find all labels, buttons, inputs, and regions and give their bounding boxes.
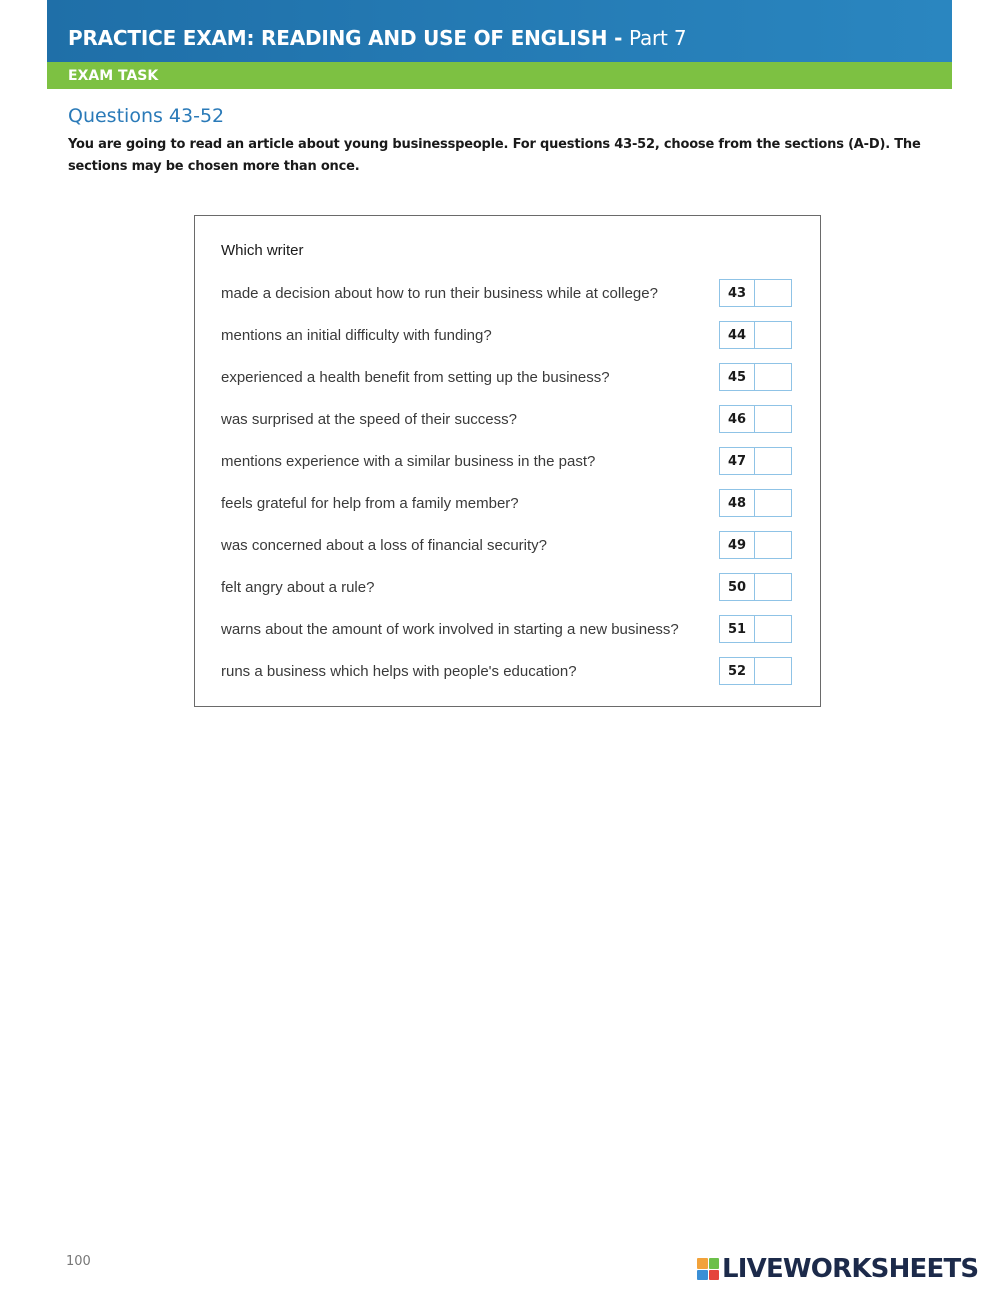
question-row xyxy=(221,531,793,561)
question-number: 46 xyxy=(719,405,755,433)
question-number: 44 xyxy=(719,321,755,349)
liveworksheets-logo[interactable] xyxy=(697,1254,978,1284)
answer-box[interactable] xyxy=(755,279,792,307)
question-number: 51 xyxy=(719,615,755,643)
question-text: feels grateful for help from a family member? xyxy=(221,495,519,512)
question-text: mentions an initial difficulty with funding? xyxy=(221,327,492,344)
question-text: mentions experience with a similar business in the past? xyxy=(221,453,596,470)
question-text: was concerned about a loss of financial security? xyxy=(221,537,548,554)
answer-box[interactable] xyxy=(755,363,792,391)
question-row xyxy=(221,363,793,393)
question-row xyxy=(221,279,793,309)
page-number: 100 xyxy=(66,1254,91,1269)
answer-box[interactable] xyxy=(755,447,792,475)
liveworksheets-logo-icon xyxy=(697,1258,719,1280)
question-row xyxy=(221,321,793,351)
question-row xyxy=(221,447,793,477)
question-number: 47 xyxy=(719,447,755,475)
question-text: experienced a health benefit from setting up the business? xyxy=(221,369,610,386)
question-text: made a decision about how to run their business while at college? xyxy=(221,285,658,302)
question-number: 43 xyxy=(719,279,755,307)
question-number: 49 xyxy=(719,531,755,559)
exam-title: PRACTICE EXAM: READING AND USE OF ENGLISH - Part 7 xyxy=(68,26,687,50)
question-text: runs a business which helps with people's education? xyxy=(221,663,577,680)
exam-task-label: EXAM TASK xyxy=(68,67,159,84)
question-row xyxy=(221,615,793,645)
answer-box[interactable] xyxy=(755,657,792,685)
question-row xyxy=(221,657,793,687)
which-writer-label: Which writer xyxy=(221,242,304,259)
question-number: 45 xyxy=(719,363,755,391)
question-row xyxy=(221,405,793,435)
answer-box[interactable] xyxy=(755,489,792,517)
question-text: warns about the amount of work involved in starting a new business? xyxy=(221,621,679,638)
answer-box[interactable] xyxy=(755,531,792,559)
liveworksheets-brand-text: LIVEWORKSHEETS xyxy=(722,1254,979,1284)
questions-heading: Questions 43-52 xyxy=(68,105,225,127)
answer-box[interactable] xyxy=(755,405,792,433)
question-number: 52 xyxy=(719,657,755,685)
instructions-text: You are going to read an article about young businesspeople. For questions 43-52, choose from the sections (A-D). The sections may be chosen more than once. xyxy=(68,137,921,174)
question-box xyxy=(194,215,821,707)
question-row xyxy=(221,489,793,519)
exam-task-bar xyxy=(47,62,952,89)
question-number: 48 xyxy=(719,489,755,517)
answer-box[interactable] xyxy=(755,573,792,601)
question-number: 50 xyxy=(719,573,755,601)
question-text: was surprised at the speed of their success? xyxy=(221,411,517,428)
question-row xyxy=(221,573,793,603)
answer-box[interactable] xyxy=(755,321,792,349)
question-text: felt angry about a rule? xyxy=(221,579,375,596)
answer-box[interactable] xyxy=(755,615,792,643)
header-bar xyxy=(47,0,952,62)
